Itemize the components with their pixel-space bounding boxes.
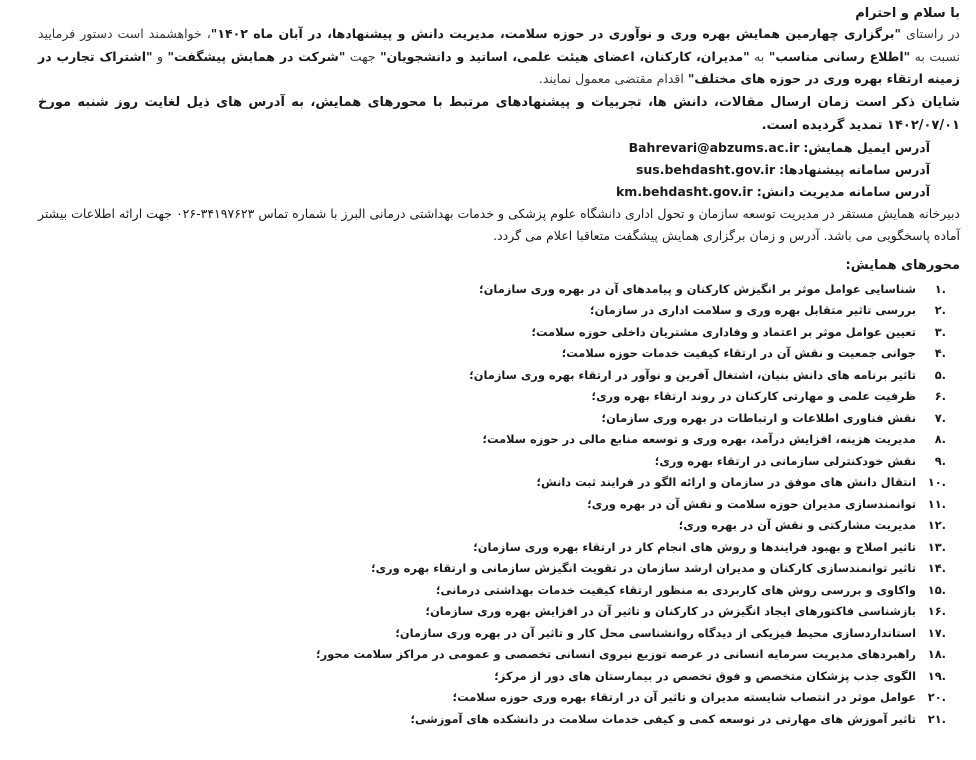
- list-item-text: استانداردسازی محیط فیزیکی از دیدگاه روانشناسی محل کار و تاثیر آن در بهره وری سازمان؛: [395, 625, 916, 640]
- address-label: آدرس ایمیل همایش:: [803, 139, 930, 155]
- list-item: [38, 451, 960, 473]
- list-item-text: تاثیر برنامه های دانش بنیان، اشتغال آفرین و نوآور در ارتقاء بهره وری سازمان؛: [469, 367, 916, 382]
- list-item-number: .۱۴: [927, 561, 946, 575]
- list-item-number: .۸: [934, 432, 946, 446]
- list-item-text: نقش خودکنترلی سازمانی در ارتقاء بهره وری؛: [654, 453, 916, 468]
- intro-part: در راستای: [901, 26, 961, 41]
- list-item: [38, 601, 960, 623]
- intro-part: و: [152, 48, 168, 64]
- list-item-number: .۳: [934, 324, 946, 339]
- list-item-text: بازشناسی فاکتورهای ایجاد انگیزش در کارکنان و تاثیر آن در افزایش بهره وری سازمان؛: [425, 604, 916, 618]
- list-item: [38, 386, 960, 408]
- intro-part: "شرکت در همایش پیشگفت": [167, 48, 346, 64]
- address-suggestions: [38, 159, 930, 181]
- list-item-number: .۴: [934, 346, 946, 360]
- list-item-number: .۲۰: [927, 690, 946, 704]
- list-item-number: .۲۱: [927, 711, 946, 726]
- topics-list: [38, 279, 960, 731]
- list-item: [38, 644, 960, 666]
- list-item-text: مدیریت مشارکتی و نقش آن در بهره وری؛: [678, 518, 916, 532]
- topics-title: محورهای همایش:: [845, 257, 960, 273]
- list-item: [38, 300, 960, 322]
- list-item: [38, 429, 960, 451]
- list-item-text: توانمندسازی مدیران حوزه سلامت و نقش آن در بهره وری؛: [587, 496, 916, 511]
- list-item-number: .۱۶: [927, 604, 946, 618]
- list-item: [38, 537, 960, 559]
- address-list: [38, 137, 960, 203]
- list-item-number: .۱۹: [927, 668, 946, 683]
- list-item-text: تاثیر اصلاح و بهبود فرایندها و روش های انجام کار در ارتقاء بهره وری سازمان؛: [473, 539, 916, 554]
- list-item-text: مدیریت هزینه، افزایش درآمد، بهره وری و توسعه منابع مالی در حوزه سلامت؛: [482, 432, 916, 446]
- list-item: [38, 322, 960, 344]
- list-item-text: شناسایی عوامل موثر بر انگیزش کارکنان و پیامدهای آن در بهره وری سازمان؛: [479, 281, 916, 296]
- list-item: [38, 558, 960, 580]
- list-item-number: .۱۸: [927, 647, 946, 661]
- list-item-number: .۱۰: [927, 475, 946, 489]
- list-item-number: .۱۵: [927, 582, 946, 597]
- list-item: [38, 515, 960, 537]
- deadline-paragraph: شایان ذکر است زمان ارسال مقالات، دانش ها، تجربیات و پیشنهادهای مرتبط با محورهای همایش، به آدرس های ذیل لغایت روز شنبه مورخ ۱۴۰۲/۰۷/۰۱ تمدید گردیده است.: [38, 94, 960, 133]
- intro-part: "اشتراک تجارب در زمینه ارتقاء بهره وری در حوزه های مختلف": [38, 48, 960, 86]
- list-item-text: الگوی جذب پزشکان متخصص و فوق تخصص در بیمارستان های دور از مرکز؛: [494, 668, 916, 683]
- list-item: [38, 709, 960, 731]
- list-item: [38, 623, 960, 645]
- address-knowledge: [38, 181, 930, 203]
- list-item-number: .۱۷: [927, 625, 946, 640]
- list-item-text: جوانی جمعیت و نقش آن در ارتقاء کیفیت خدمات حوزه سلامت؛: [561, 346, 916, 360]
- list-item: [38, 472, 960, 494]
- address-value[interactable]: Bahrevari@abzums.ac.ir: [628, 139, 800, 155]
- list-item: [38, 494, 960, 516]
- list-item-text: عوامل موثر در انتصاب شایسته مدیران و تاثیر آن در ارتقاء بهره وری حوزه سلامت؛: [452, 690, 916, 704]
- list-item: [38, 365, 960, 387]
- list-item-number: .۱: [934, 281, 946, 296]
- list-item-number: .۵: [934, 367, 946, 382]
- secretariat-paragraph: دبیرخانه همایش مستقر در مدیریت توسعه سازمان و تحول اداری دانشگاه علوم پزشکی و خدمات بهداشتی درمانی البرز با شماره تماس ۳۴۱۹۷۶۲۳-۰۲۶ جهت ارائه اطلاعات بیشتر آماده پاسخگویی می باشد. آدرس و زمان برگزاری همایش پیشگفت متعاقبا اعلام می گردد.: [38, 205, 960, 243]
- address-label: آدرس سامانه مدیریت دانش:: [756, 183, 930, 199]
- intro-part: ، خواهشمند است دستور فرمایید نسبت به: [38, 26, 960, 64]
- address-value[interactable]: sus.behdasht.gov.ir: [635, 161, 776, 177]
- intro-part: "برگزاری چهارمین همایش بهره وری و نوآوری در حوزه سلامت، مدیریت دانش و پیشنهادها، در آبان ماه ۱۴۰۲": [210, 26, 902, 41]
- list-item-text: تاثیر آموزش های مهارتی در توسعه کمی و کیفی خدمات سلامت در دانشکده های آموزشی؛: [410, 711, 916, 726]
- address-label: آدرس سامانه پیشنهادها:: [779, 161, 930, 177]
- list-item-text: راهبردهای مدیریت سرمایه انسانی در عرصه توزیع نیروی انسانی تخصصی و عمومی در مراکز سلامت محور؛: [316, 647, 916, 661]
- intro-part: جهت: [345, 48, 381, 64]
- list-item-number: .۹: [934, 453, 946, 468]
- list-item: [38, 343, 960, 365]
- list-item-number: .۱۱: [927, 496, 946, 511]
- address-email: [38, 137, 930, 159]
- list-item: [38, 687, 960, 709]
- intro-paragraph: [38, 23, 960, 91]
- list-item-text: ظرفیت علمی و مهارتی کارکنان در روند ارتقاء بهره وری؛: [591, 389, 916, 403]
- intro-part: به: [749, 48, 769, 64]
- intro-part: "اطلاع رسانی مناسب": [768, 48, 911, 64]
- list-item-text: بررسی تاثیر متقابل بهره وری و سلامت اداری در سازمان؛: [590, 303, 916, 317]
- list-item: [38, 580, 960, 602]
- list-item-text: واکاوی و بررسی روش های کاربردی به منظور ارتقاء کیفیت خدمات بهداشتی درمانی؛: [435, 582, 916, 597]
- intro-part: "مدیران، کارکنان، اعضای هیئت علمی، اساتید و دانشجویان": [380, 48, 750, 64]
- list-item-number: .۶: [934, 389, 946, 403]
- address-value[interactable]: km.behdasht.gov.ir: [615, 183, 753, 199]
- list-item-text: انتقال دانش های موفق در سازمان و ارائه الگو در فرایند ثبت دانش؛: [536, 475, 916, 489]
- list-item-number: .۷: [934, 410, 946, 425]
- list-item-text: نقش فناوری اطلاعات و ارتباطات در بهره وری سازمان؛: [601, 410, 916, 425]
- list-item-text: تاثیر توانمندسازی کارکنان و مدیران ارشد سازمان در تقویت انگیزش سازمانی و ارتقاء بهره وری؛: [371, 561, 916, 575]
- list-item-number: .۱۲: [927, 518, 946, 532]
- list-item-number: .۲: [934, 303, 946, 317]
- list-item: [38, 408, 960, 430]
- list-item: [38, 279, 960, 301]
- list-item-number: .۱۳: [927, 539, 946, 554]
- list-item-text: تعیین عوامل موثر بر اعتماد و وفاداری مشتریان داخلی حوزه سلامت؛: [531, 324, 916, 339]
- greeting: با سلام و احترام: [855, 6, 960, 21]
- list-item: [38, 666, 960, 688]
- intro-part: اقدام مقتضی معمول نمایند.: [538, 71, 688, 86]
